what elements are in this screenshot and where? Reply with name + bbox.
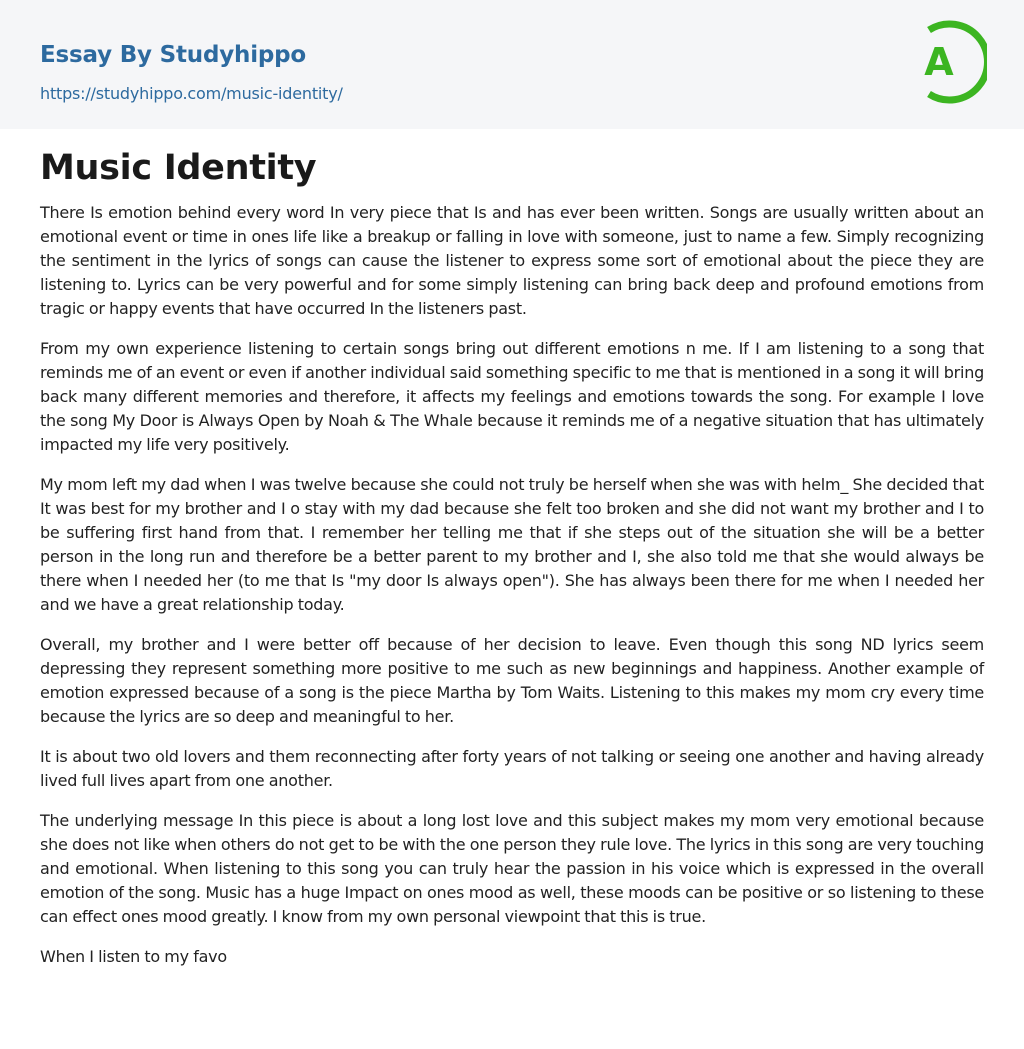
essay-paragraph: The underlying message In this piece is about a long lost love and this subject makes my mom very emotional because she does not like when others do not get to be with the one person they rule love. The lyrics in this song are very touching and emotional. When listening to this song you can truly hear the passion in his voice which is expressed in the overall emotion of the song. Music has a huge Impact on ones mood as well, these moods can be positive or so listening to these can effect ones mood greatly. I know from my own personal viewpoint that this is true. [40, 811, 984, 926]
studyhippo-logo-icon[interactable] [911, 19, 987, 105]
site-header [0, 0, 1024, 129]
source-url-link[interactable]: https://studyhippo.com/music-identity/ [40, 84, 343, 103]
logo-letter: A [924, 40, 954, 84]
brand-title[interactable]: Essay By Studyhippo [40, 42, 307, 68]
essay-content [0, 129, 1024, 969]
essay-paragraph-truncated: When I listen to my favo [40, 947, 227, 966]
essay-paragraph: From my own experience listening to certain songs bring out different emotions n me. If I am listening to a song that reminds me of an event or even if another individual said something specific to me that is mentioned in a song it will bring back many different memories and therefore, it affects my feelings and emotions towards the song. For example I love the song My Door is Always Open by Noah & The Whale because it reminds me of a negative situation that has ultimately impacted my life very positively. [40, 339, 984, 454]
essay-paragraph: Overall, my brother and I were better off because of her decision to leave. Even though this song ND lyrics seem depressing they represent something more positive to me such as new beginnings and happiness. Another example of emotion expressed because of a song is the piece Martha by Tom Waits. Listening to this makes my mom cry every time because the lyrics are so deep and meaningful to her. [40, 635, 984, 726]
essay-paragraph: There Is emotion behind every word In very piece that Is and has ever been written. Songs are usually written about an emotional event or time in ones life like a breakup or falling in love with someone, just to name a few. Simply recognizing the sentiment in the lyrics of songs can cause the listener to express some sort of emotional about the piece they are listening to. Lyrics can be very powerful and for some simply listening can bring back deep and profound emotions from tragic or happy events that have occurred In the listeners past. [40, 203, 984, 318]
essay-paragraph: It is about two old lovers and them reconnecting after forty years of not talking or seeing one another and having already lived full lives apart from one another. [40, 747, 984, 790]
page-title: Music Identity [40, 148, 317, 188]
essay-body [40, 201, 984, 969]
essay-paragraph: My mom left my dad when I was twelve because she could not truly be herself when she was with helm_ She decided that It was best for my brother and I o stay with my dad because she felt too broken and she did not want my brother and I to be suffering first hand from that. I remember her telling me that if she steps out of the situation she will be a better person in the long run and therefore be a better parent to my brother and I, she also told me that she would always be there when I needed her (to me that Is "my door Is always open"). She has always been there for me when I needed her and we have a great relationship today. [40, 475, 984, 614]
